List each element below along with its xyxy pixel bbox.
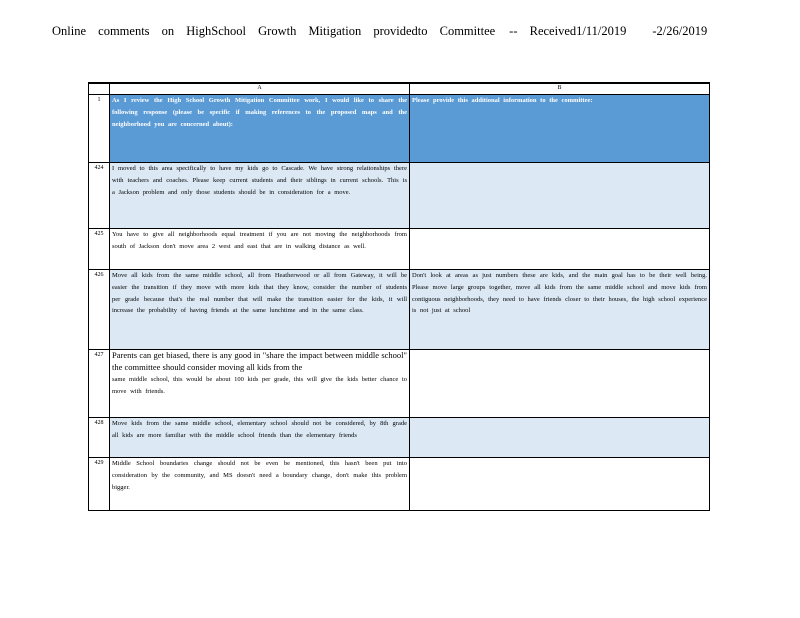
info-cell[interactable]	[410, 418, 710, 458]
comment-cell[interactable]: I moved to this area specifically to have my kids go to Cascade. We have strong relationships there with teachers and coaches. Please keep current students and their siblings in current schools. This is a Jackson problem and only those students should be in consideration for a move.	[110, 163, 410, 229]
row-number[interactable]: 429	[89, 458, 110, 511]
cell-a-question[interactable]: As I review the High School Growth Mitigation Committee work, I would like to share the following response (please be specific if making references to the proposed maps and the neighborhood you are concerned about):	[110, 95, 410, 163]
info-cell[interactable]	[410, 458, 710, 511]
comment-cell[interactable]: Move kids from the same middle school, elementary school should not be considered, by 8th grade all kids are more familiar with the middle school friends than the elementary friends	[110, 418, 410, 458]
comment-text-small: same middle school, this would be about 100 kids per grade, this will give the kids better chance to move with friends.	[112, 375, 407, 395]
row-number[interactable]: 1	[89, 95, 110, 163]
column-header-row	[89, 83, 710, 95]
comment-cell[interactable]: You have to give all neighborhoods equal treatment if you are not moving the neighborhoods from south of Jackson don't move area 2 west and east that are in walking distance as well.	[110, 229, 410, 270]
table-row	[89, 229, 710, 270]
info-cell[interactable]	[410, 163, 710, 229]
title-text: Online comments on HighSchool Growth Mitigation providedto Committee	[52, 24, 496, 38]
table-row	[89, 270, 710, 350]
comment-cell[interactable]: Move all kids from the same middle school, all from Heatherwood or all from Gateway, it will be easier the transition if they move with more kids that they know, consider the number of students per grade because that's the real number that will make the transition easier for the kids, it will increase the probability of having friends at the same lunchtime and in the same class.	[110, 270, 410, 350]
table-row	[89, 350, 710, 418]
column-header-b[interactable]: B	[410, 83, 710, 95]
corner-cell	[89, 83, 110, 95]
info-cell[interactable]	[410, 229, 710, 270]
comment-cell[interactable]	[110, 350, 410, 418]
document-title	[52, 24, 752, 39]
table-row	[89, 418, 710, 458]
row-number[interactable]: 426	[89, 270, 110, 350]
title-end-date: -2/26/2019	[652, 24, 708, 38]
row-number[interactable]: 427	[89, 350, 110, 418]
row-number[interactable]: 425	[89, 229, 110, 270]
row-number[interactable]: 424	[89, 163, 110, 229]
table-row	[89, 458, 710, 511]
column-header-a[interactable]: A	[110, 83, 410, 95]
comments-sheet	[88, 82, 710, 511]
info-cell[interactable]	[410, 350, 710, 418]
row-number[interactable]: 428	[89, 418, 110, 458]
cell-b-question[interactable]: Please provide this additional information to the committee:	[410, 95, 710, 163]
title-received: -- Received1/11/2019	[509, 24, 627, 38]
table-row-header	[89, 95, 710, 163]
comment-text-large: Parents can get biased, there is any good in "share the impact between middle school" the committee should consider moving all kids from the	[112, 350, 407, 372]
table-row	[89, 163, 710, 229]
info-cell[interactable]: Don't look at areas as just numbers these are kids, and the main goal has to be their well being. Please move large groups together, move all kids from the same middle school and move kids from contiguous neighborhoods, they need to have friends closer to their houses, the high school experience is not just at school	[410, 270, 710, 350]
comment-cell[interactable]: Middle School boundaries change should not be even be mentioned, this hasn't been put into consideration by the community, and MS doesn't need a boundary change, don't make this problem bigger.	[110, 458, 410, 511]
